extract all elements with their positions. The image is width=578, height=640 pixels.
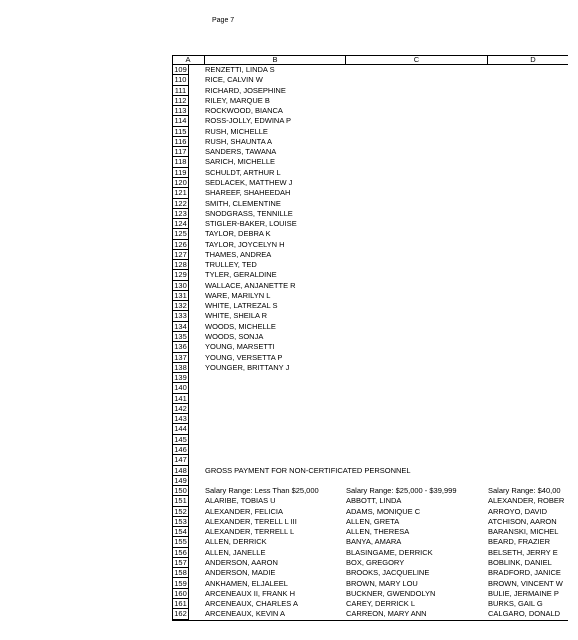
cell-d[interactable] — [488, 311, 570, 321]
table-row — [172, 414, 568, 424]
cell-b[interactable]: TAYLOR, JOYCELYN H — [205, 239, 285, 249]
cell-b[interactable]: YOUNG, VERSETTA P — [205, 352, 283, 362]
table-row — [172, 96, 568, 106]
table-row — [172, 383, 568, 393]
table-row — [172, 609, 568, 619]
cell-d[interactable] — [488, 394, 570, 404]
cell-b[interactable]: SNODGRASS, TENNILLE — [205, 208, 293, 218]
table-row — [172, 178, 568, 188]
cell-b[interactable]: GROSS PAYMENT FOR NON-CERTIFICATED PERSONNEL — [205, 465, 411, 475]
cell-d[interactable] — [488, 445, 570, 455]
cell-b[interactable]: RICHARD, JOSEPHINE — [205, 85, 286, 95]
row-number[interactable]: 114 — [172, 116, 189, 126]
cell-d[interactable]: BULIE, JERMAINE P — [488, 588, 559, 598]
cell-c[interactable] — [346, 240, 486, 250]
cell-c[interactable]: CAREY, DERRICK L — [346, 599, 416, 609]
cell-d[interactable] — [488, 116, 570, 126]
cell-b[interactable]: WHITE, LATREZAL S — [205, 301, 278, 311]
cell-d[interactable] — [488, 363, 570, 373]
cell-d[interactable] — [488, 106, 570, 116]
cell-c[interactable]: BROWN, MARY LOU — [346, 578, 418, 588]
cell-b[interactable]: THAMES, ANDREA — [205, 249, 272, 259]
cell-c[interactable] — [346, 332, 486, 342]
row-number[interactable]: 152 — [172, 507, 189, 517]
cell-d[interactable] — [488, 270, 570, 280]
cell-d[interactable] — [488, 127, 570, 137]
cell-d[interactable]: BEARD, FRAZIER — [488, 537, 551, 547]
cell-b[interactable]: SCHULDT, ARTHUR L — [205, 167, 281, 177]
cell-d[interactable] — [488, 404, 570, 414]
cell-b[interactable]: ALEXANDER, TERRELL L — [205, 527, 295, 537]
cell-d[interactable] — [488, 219, 570, 229]
cell-b[interactable] — [205, 476, 345, 486]
table-row — [172, 311, 568, 321]
row-number[interactable]: 131 — [172, 291, 189, 301]
row-number[interactable]: 115 — [172, 127, 189, 137]
cell-c[interactable] — [346, 394, 486, 404]
table-row — [172, 209, 568, 219]
cell-c[interactable] — [346, 75, 486, 85]
row-number[interactable]: 124 — [172, 219, 189, 229]
cell-c[interactable] — [346, 342, 486, 352]
table-row — [172, 394, 568, 404]
table-row — [172, 353, 568, 363]
cell-d[interactable] — [488, 178, 570, 188]
table-row — [172, 517, 568, 527]
cell-d[interactable] — [488, 168, 570, 178]
table-row — [172, 116, 568, 126]
cell-b[interactable]: SEDLACEK, MATTHEW J — [205, 177, 293, 187]
cell-c[interactable]: Salary Range: $25,000 - $39,999 — [346, 486, 457, 496]
cell-b[interactable] — [205, 414, 345, 424]
cell-c[interactable] — [346, 383, 486, 393]
cell-b[interactable]: SHAREEF, SHAHEEDAH — [205, 188, 291, 198]
row-number[interactable]: 147 — [172, 455, 189, 465]
cell-d[interactable]: Salary Range: $40,00 — [488, 486, 561, 496]
cell-d[interactable] — [488, 414, 570, 424]
cell-c[interactable] — [346, 363, 486, 373]
table-row — [172, 579, 568, 589]
cell-d[interactable] — [488, 342, 570, 352]
cell-c[interactable] — [346, 445, 486, 455]
cell-c[interactable] — [346, 311, 486, 321]
cell-b[interactable]: ARCENEAUX, KEVIN A — [205, 609, 286, 619]
cell-b[interactable]: ALLEN, JANELLE — [205, 547, 266, 557]
row-number[interactable]: 162 — [172, 609, 189, 619]
cell-d[interactable] — [488, 137, 570, 147]
cell-c[interactable] — [346, 455, 486, 465]
row-number[interactable]: 127 — [172, 250, 189, 260]
cell-c[interactable]: ALLEN, THERESA — [346, 527, 410, 537]
table-row — [172, 168, 568, 178]
page-label: Page 7 — [212, 17, 235, 24]
cell-c[interactable] — [346, 137, 486, 147]
cell-d[interactable]: ALEXANDER, ROBER — [488, 496, 565, 506]
row-number[interactable]: 161 — [172, 599, 189, 609]
row-number[interactable]: 160 — [172, 589, 189, 599]
table-row — [172, 424, 568, 434]
cell-c[interactable]: BLASINGAME, DERRICK — [346, 547, 433, 557]
cell-c[interactable]: ALLEN, GRETA — [346, 516, 400, 526]
cell-b[interactable]: ARCENEAUX, CHARLES A — [205, 599, 298, 609]
cell-c[interactable]: BANYA, AMARA — [346, 537, 402, 547]
cell-d[interactable] — [488, 373, 570, 383]
cell-c[interactable]: ABBOTT, LINDA — [346, 496, 402, 506]
cell-d[interactable] — [488, 240, 570, 250]
row-number[interactable]: 119 — [172, 168, 189, 178]
table-row — [172, 188, 568, 198]
cell-c[interactable] — [346, 188, 486, 198]
table-row — [172, 219, 568, 229]
table-row — [172, 599, 568, 609]
row-number[interactable]: 111 — [172, 86, 189, 96]
cell-b[interactable] — [205, 424, 345, 434]
row-number[interactable]: 117 — [172, 147, 189, 157]
cell-d[interactable]: BROWN, VINCENT W — [488, 578, 563, 588]
cell-c[interactable] — [346, 209, 486, 219]
cell-b[interactable]: RUSH, SHAUNTA A — [205, 136, 272, 146]
table-row — [172, 137, 568, 147]
cell-d[interactable]: BRADFORD, JANICE — [488, 568, 561, 578]
row-number[interactable]: 128 — [172, 260, 189, 270]
table-row — [172, 157, 568, 167]
cell-b[interactable]: SARICH, MICHELLE — [205, 157, 276, 167]
table-row — [172, 147, 568, 157]
table-row — [172, 486, 568, 496]
cell-c[interactable] — [346, 301, 486, 311]
cell-b[interactable]: ROSS-JOLLY, EDWINA P — [205, 116, 291, 126]
cell-c[interactable] — [346, 168, 486, 178]
cell-b[interactable]: STIGLER-BAKER, LOUISE — [205, 219, 297, 229]
cell-b[interactable] — [205, 383, 345, 393]
cell-c[interactable] — [346, 250, 486, 260]
cell-b[interactable]: WARE, MARILYN L — [205, 290, 271, 300]
cell-b[interactable]: ANKHAMEN, ELJALEEL — [205, 578, 288, 588]
row-number[interactable]: 129 — [172, 270, 189, 280]
cell-d[interactable]: BOBLINK, DANIEL — [488, 557, 552, 567]
cell-c[interactable]: CARREON, MARY ANN — [346, 609, 427, 619]
table-row — [172, 558, 568, 568]
cell-d[interactable] — [488, 229, 570, 239]
cell-c[interactable] — [346, 270, 486, 280]
table-row — [172, 322, 568, 332]
row-number[interactable]: 149 — [172, 476, 189, 486]
cell-c[interactable] — [346, 322, 486, 332]
row-number[interactable]: 116 — [172, 137, 189, 147]
row-number[interactable]: 151 — [172, 496, 189, 506]
cell-d[interactable] — [488, 199, 570, 209]
table-row — [172, 527, 568, 537]
cell-b[interactable]: RENZETTI, LINDA S — [205, 65, 275, 74]
cell-b[interactable] — [205, 445, 345, 455]
table-row — [172, 373, 568, 383]
cell-c[interactable] — [346, 127, 486, 137]
cell-d[interactable] — [488, 383, 570, 393]
table-row — [172, 466, 568, 476]
row-number[interactable]: 153 — [172, 517, 189, 527]
cell-d[interactable] — [488, 322, 570, 332]
cell-b[interactable]: YOUNGER, BRITTANY J — [205, 362, 290, 372]
cell-c[interactable] — [346, 219, 486, 229]
cell-c[interactable] — [346, 96, 486, 106]
cell-d[interactable]: ATCHISON, AARON — [488, 516, 557, 526]
cell-d[interactable] — [488, 466, 570, 476]
cell-d[interactable]: BURKS, GAIL G — [488, 599, 543, 609]
table-row — [172, 301, 568, 311]
cell-d[interactable] — [488, 435, 570, 445]
row-number[interactable]: 133 — [172, 311, 189, 321]
cell-b[interactable]: YOUNG, MARSETTI — [205, 342, 275, 352]
cell-c[interactable] — [346, 424, 486, 434]
cell-c[interactable] — [346, 199, 486, 209]
cell-c[interactable] — [346, 291, 486, 301]
table-row — [172, 281, 568, 291]
table-row — [172, 455, 568, 465]
row-number[interactable]: 144 — [172, 424, 189, 434]
row-number[interactable]: 132 — [172, 301, 189, 311]
cell-d[interactable] — [488, 353, 570, 363]
row-number[interactable]: 126 — [172, 240, 189, 250]
row-number[interactable]: 140 — [172, 383, 189, 393]
row-number[interactable]: 118 — [172, 157, 189, 167]
row-number[interactable]: 113 — [172, 106, 189, 116]
row-number[interactable]: 134 — [172, 322, 189, 332]
cell-d[interactable] — [488, 281, 570, 291]
cell-b[interactable]: SANDERS, TAWANA — [205, 147, 277, 157]
cell-c[interactable]: BUCKNER, GWENDOLYN — [346, 588, 436, 598]
cell-b[interactable]: ALEXANDER, FELICIA — [205, 506, 283, 516]
row-number[interactable]: 109 — [172, 65, 189, 75]
row-number[interactable]: 110 — [172, 75, 189, 85]
cell-d[interactable] — [488, 86, 570, 96]
row-number[interactable]: 155 — [172, 537, 189, 547]
cell-d[interactable]: ARROYO, DAVID — [488, 506, 548, 516]
table-row — [172, 127, 568, 137]
cell-b[interactable]: WOODS, SONJA — [205, 332, 264, 342]
cell-c[interactable] — [346, 106, 486, 116]
row-number[interactable]: 158 — [172, 568, 189, 578]
cell-d[interactable] — [488, 332, 570, 342]
cell-d[interactable] — [488, 96, 570, 106]
cell-d[interactable] — [488, 424, 570, 434]
table-row — [172, 342, 568, 352]
row-number[interactable]: 157 — [172, 558, 189, 568]
cell-b[interactable]: Salary Range: Less Than $25,000 — [205, 486, 319, 496]
cell-d[interactable] — [488, 476, 570, 486]
row-number[interactable]: 138 — [172, 363, 189, 373]
cell-c[interactable] — [346, 353, 486, 363]
cell-c[interactable] — [346, 281, 486, 291]
cell-b[interactable]: ALEXANDER, TERELL L III — [205, 516, 297, 526]
table-row — [172, 476, 568, 486]
column-header-b[interactable]: B — [205, 55, 346, 65]
cell-d[interactable] — [488, 157, 570, 167]
column-header-c[interactable]: C — [346, 55, 488, 65]
table-row — [172, 332, 568, 342]
cell-c[interactable] — [346, 157, 486, 167]
cell-c[interactable] — [346, 373, 486, 383]
cell-b[interactable]: ROCKWOOD, BIANCA — [205, 106, 283, 116]
cell-c[interactable]: BROOKS, JACQUELINE — [346, 568, 430, 578]
cell-c[interactable] — [346, 404, 486, 414]
cell-c[interactable] — [346, 147, 486, 157]
cell-b[interactable]: ANDERSON, AARON — [205, 557, 278, 567]
cell-b[interactable]: RUSH, MICHELLE — [205, 126, 268, 136]
cell-b[interactable] — [205, 455, 345, 465]
cell-c[interactable] — [346, 435, 486, 445]
cell-b[interactable]: WHITE, SHEILA R — [205, 311, 268, 321]
table-row — [172, 229, 568, 239]
cell-d[interactable] — [488, 209, 570, 219]
cell-b[interactable]: ANDERSON, MADIE — [205, 568, 276, 578]
cell-d[interactable] — [488, 301, 570, 311]
cell-c[interactable]: BOX, GREGORY — [346, 557, 405, 567]
cell-b[interactable]: WALLACE, ANJANETTE R — [205, 280, 296, 290]
table-row — [172, 589, 568, 599]
cell-d[interactable] — [488, 147, 570, 157]
cell-b[interactable] — [205, 394, 345, 404]
row-number[interactable]: 123 — [172, 209, 189, 219]
table-row — [172, 240, 568, 250]
table-row — [172, 86, 568, 96]
cell-c[interactable]: ADAMS, MONIQUE C — [346, 506, 421, 516]
cell-b[interactable]: ARCENEAUX II, FRANK H — [205, 588, 296, 598]
table-row — [172, 435, 568, 445]
row-number[interactable]: 125 — [172, 229, 189, 239]
cell-c[interactable] — [346, 65, 486, 75]
column-header-row — [172, 55, 568, 65]
cell-d[interactable] — [488, 250, 570, 260]
row-number[interactable]: 139 — [172, 373, 189, 383]
cell-d[interactable] — [488, 260, 570, 270]
cell-b[interactable]: ALLEN, DERRICK — [205, 537, 267, 547]
table-row — [172, 404, 568, 414]
row-number[interactable]: 112 — [172, 96, 189, 106]
row-number[interactable]: 136 — [172, 342, 189, 352]
cell-b[interactable]: WOODS, MICHELLE — [205, 321, 276, 331]
row-number[interactable]: 150 — [172, 486, 189, 496]
table-row — [172, 496, 568, 506]
cell-d[interactable] — [488, 188, 570, 198]
cell-b[interactable]: TRULLEY, TED — [205, 260, 257, 270]
cell-c[interactable] — [346, 476, 486, 486]
cell-c[interactable] — [346, 229, 486, 239]
column-header-a[interactable]: A — [172, 55, 205, 65]
cell-d[interactable]: CALGARO, DONALD — [488, 609, 561, 619]
cell-c[interactable] — [346, 116, 486, 126]
cell-d[interactable] — [488, 75, 570, 85]
cell-d[interactable] — [488, 455, 570, 465]
table-row — [172, 548, 568, 558]
table-row — [172, 250, 568, 260]
row-number[interactable]: 154 — [172, 527, 189, 537]
row-number[interactable]: 143 — [172, 414, 189, 424]
cell-d[interactable]: BARANSKI, MICHEL — [488, 527, 559, 537]
cell-d[interactable] — [488, 291, 570, 301]
cell-c[interactable] — [346, 86, 486, 96]
cell-b[interactable]: SMITH, CLEMENTINE — [205, 198, 281, 208]
cell-b[interactable] — [205, 404, 345, 414]
row-number[interactable]: 141 — [172, 394, 189, 404]
table-row — [172, 291, 568, 301]
spreadsheet — [172, 55, 568, 621]
row-number[interactable]: 120 — [172, 178, 189, 188]
row-number[interactable]: 159 — [172, 579, 189, 589]
table-row — [172, 445, 568, 455]
row-number[interactable]: 137 — [172, 353, 189, 363]
table-row — [172, 199, 568, 209]
cell-b[interactable]: ALARIBE, TOBIAS U — [205, 496, 276, 506]
table-row — [172, 568, 568, 578]
cell-c[interactable] — [346, 414, 486, 424]
cell-b[interactable]: RILEY, MARQUE B — [205, 95, 270, 105]
row-number[interactable]: 130 — [172, 281, 189, 291]
cell-b[interactable] — [205, 435, 345, 445]
cell-c[interactable] — [346, 178, 486, 188]
cell-d[interactable]: BELSETH, JERRY E — [488, 547, 558, 557]
table-row — [172, 537, 568, 547]
cell-c[interactable] — [346, 466, 486, 476]
row-number[interactable]: 142 — [172, 404, 189, 414]
row-number[interactable]: 122 — [172, 199, 189, 209]
cell-b[interactable]: TYLER, GERALDINE — [205, 270, 277, 280]
row-number[interactable]: 145 — [172, 435, 189, 445]
cell-b[interactable]: TAYLOR, DEBRA K — [205, 229, 271, 239]
cell-b[interactable]: RICE, CALVIN W — [205, 75, 263, 85]
table-row — [172, 363, 568, 373]
row-number[interactable]: 146 — [172, 445, 189, 455]
row-number[interactable]: 135 — [172, 332, 189, 342]
table-row — [172, 260, 568, 270]
row-number[interactable]: 121 — [172, 188, 189, 198]
table-row — [172, 270, 568, 280]
table-row — [172, 65, 568, 75]
cell-b[interactable] — [205, 373, 345, 383]
row-number[interactable]: 156 — [172, 548, 189, 558]
row-number[interactable]: 148 — [172, 466, 189, 476]
column-header-d[interactable]: D — [530, 55, 536, 64]
table-row — [172, 75, 568, 85]
cell-d[interactable] — [488, 65, 570, 75]
table-row — [172, 507, 568, 517]
table-row — [172, 106, 568, 116]
cell-c[interactable] — [346, 260, 486, 270]
